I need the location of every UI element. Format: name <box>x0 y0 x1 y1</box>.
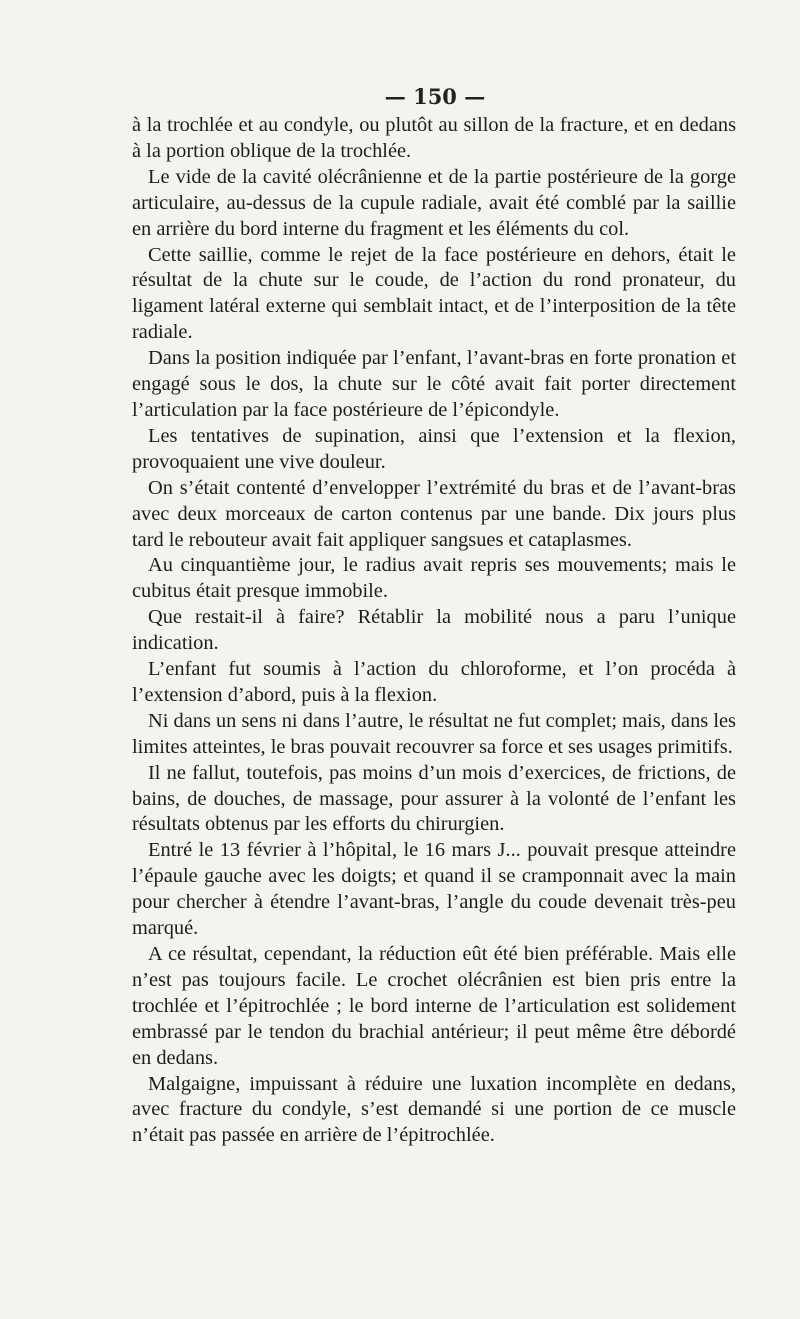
paragraph: Il ne fallut, toutefois, pas moins d’un mois d’exercices, de frictions, de bains, de douches, de massage, pour assurer à la volonté de l’enfant les résultats obtenus par les efforts du chirurgien. <box>132 761 736 836</box>
paragraph: Les tentatives de supination, ainsi que l’extension et la flexion, provoquaient une vive douleur. <box>132 424 736 473</box>
paragraph: A ce résultat, cependant, la réduction eût été bien préférable. Mais elle n’est pas toujours facile. Le crochet olécrânien est bien pris entre la trochlée et l’épitrochlée ; le bord interne de l’articulation est solidement embrassé par le tendon du brachial antérieur; il peut même être débordé en dedans. <box>132 943 736 1069</box>
paragraph: L’enfant fut soumis à l’action du chloroforme, et l’on procéda à l’extension d’abord, puis à la flexion. <box>132 658 736 706</box>
paragraph: Dans la position indiquée par l’enfant, l’avant-bras en forte pronation et engagé sous le dos, la chute sur le côté avait fait porter directement l’articulation par la face postérieure de l’épicondyle. <box>132 347 736 421</box>
paragraph: On s’était contenté d’envelopper l’extrémité du bras et de l’avant-bras avec deux morceaux de carton contenus par une bande. Dix jours plus tard le rebouteur avait fait appliquer sangsues et cataplasmes. <box>132 476 736 551</box>
paragraph: Le vide de la cavité olécrânienne et de la partie postérieure de la gorge articulaire, au-dessus de la cupule radiale, avait été comblé par la saillie en arrière du bord interne du fragment et les éléments du col. <box>132 165 736 240</box>
paragraph: Cette saillie, comme le rejet de la face postérieure en dehors, était le résultat de la chute sur le coude, de l’action du rond pronateur, du ligament latéral externe qui semblait intact, et de l’interposition de la tête radiale. <box>132 243 736 344</box>
page-number: — 150 — <box>384 84 486 109</box>
body-text <box>132 113 736 1149</box>
paragraph: Malgaigne, impuissant à réduire une luxation incomplète en dedans, avec fracture du condyle, s’est demandé si une portion de ce muscle n’était pas passée en arrière de l’épitrochlée. <box>132 1072 736 1147</box>
paragraph: Que restait-il à faire? Rétablir la mobilité nous a paru l’unique indication. <box>132 606 736 655</box>
paragraph: Ni dans un sens ni dans l’autre, le résultat ne fut complet; mais, dans les limites atteintes, le bras pouvait recouvrer sa force et ses usages primitifs. <box>132 709 736 758</box>
paragraph: Au cinquantième jour, le radius avait repris ses mouvements; mais le cubitus était presque immobile. <box>132 554 736 603</box>
paragraph: Entré le 13 février à l’hôpital, le 16 mars J... pouvait presque atteindre l’épaule gauche avec les doigts; et quand il se cramponnait avec la main pour chercher à étendre l’avant-bras, l’angle du coude devenait très-peu marqué. <box>132 839 736 940</box>
paragraph-continuation: à la trochlée et au condyle, ou plutôt au sillon de la fracture, et en dedans à la portion oblique de la trochlée. <box>132 114 736 162</box>
